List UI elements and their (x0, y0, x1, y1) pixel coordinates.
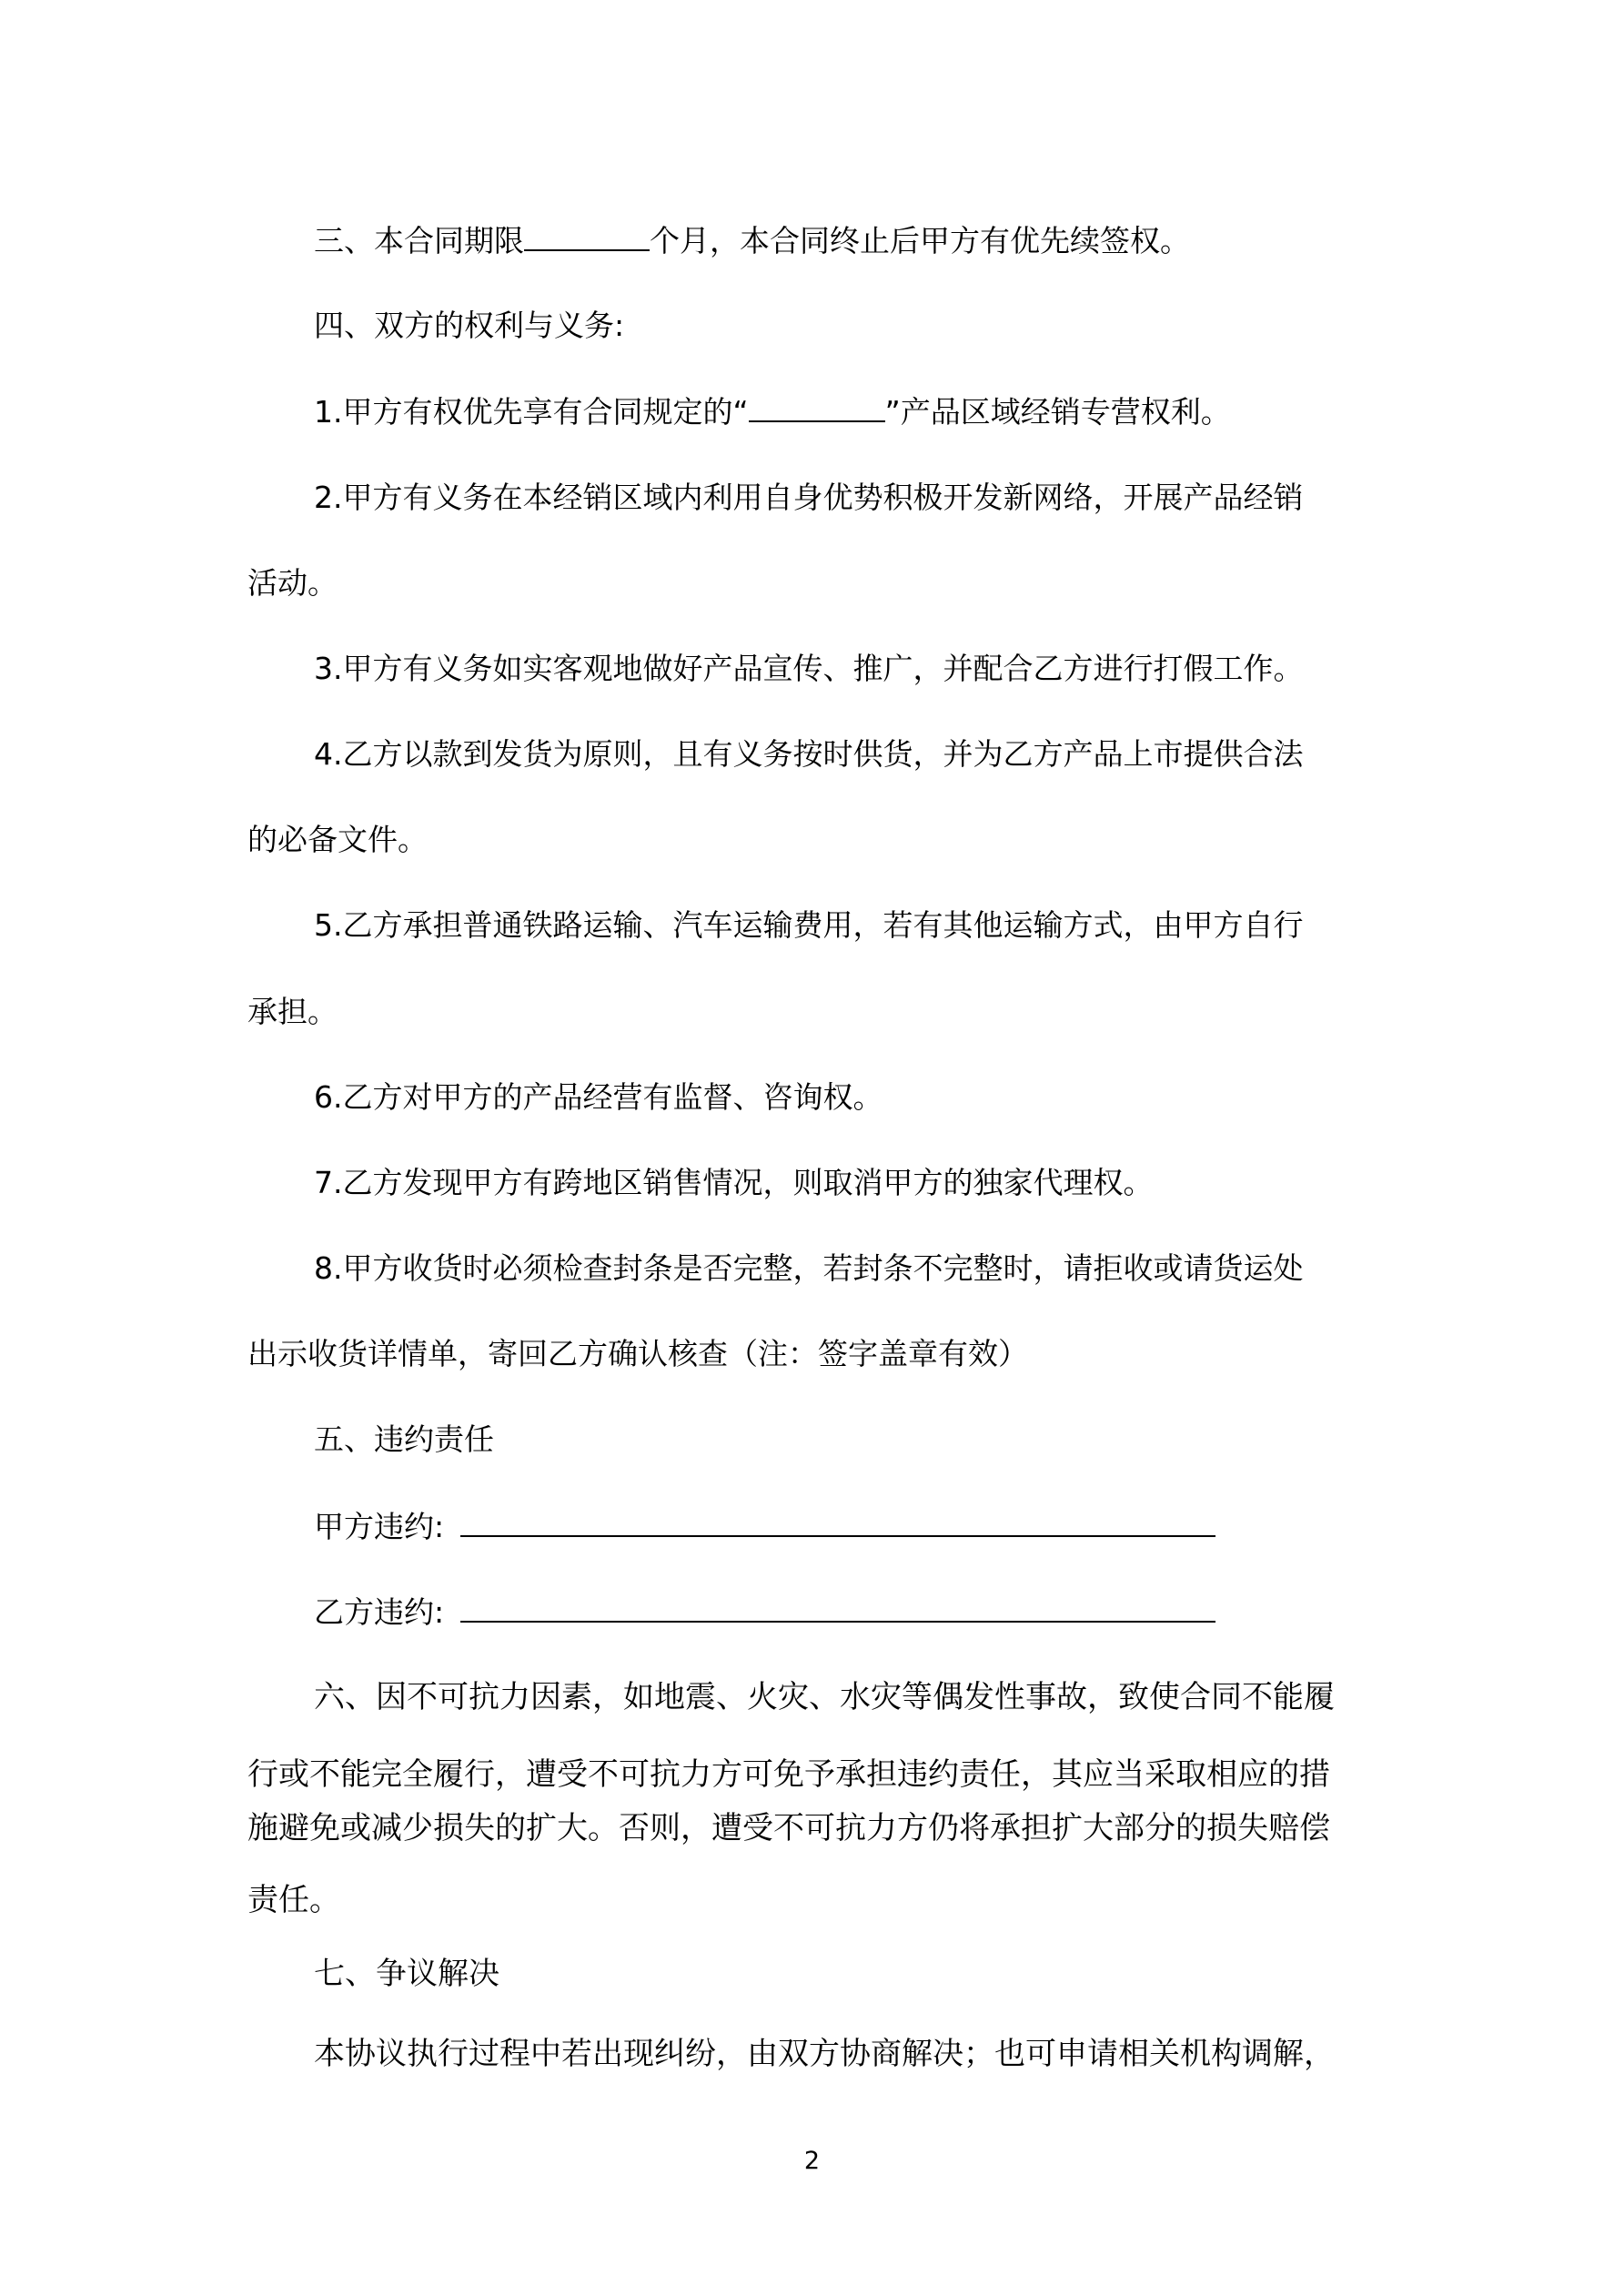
breach-party-b-label: 乙方违约: (314, 1594, 445, 1630)
dispute-text-line-1: 本协议执行过程中若出现纠纷，由双方协商解决；也可申请相关机构调解， (314, 2036, 1335, 2072)
item-1-text-before: 1.甲方有权优先享有合同规定的“ (314, 394, 749, 430)
clause-term-text-before: 三、本合同期限 (314, 223, 524, 258)
term-months-blank (524, 222, 650, 251)
section-rights-obligations-heading: 四、双方的权利与义务: (314, 308, 625, 343)
breach-party-a-label: 甲方违约: (314, 1509, 445, 1544)
item-4-line-1: 4.乙方以款到发货为原则，且有义务按时供货，并为乙方产品上市提供合法 (314, 736, 1304, 772)
item-1-text-after: ”产品区域经销专营权利。 (884, 394, 1231, 430)
item-2-line-1: 2.甲方有义务在本经销区域内利用自身优势积极开发新网络，开展产品经销 (314, 480, 1304, 515)
breach-party-a (314, 1508, 1215, 1545)
item-5-line-1: 5.乙方承担普通铁路运输、汽车运输费用，若有其他运输方式，由甲方自行 (314, 907, 1304, 943)
item-2-line-2: 活动。 (247, 565, 338, 601)
breach-party-a-blank (460, 1508, 1215, 1537)
item-8-line-2: 出示收货详情单，寄回乙方确认核查（注：签字盖章有效） (247, 1336, 1028, 1371)
breach-party-b-blank (460, 1593, 1215, 1623)
item-4-line-2: 的必备文件。 (247, 822, 428, 857)
force-majeure-line-2: 行或不能完全履行，遭受不可抗力方可免予承担违约责任，其应当采取相应的措 (247, 1756, 1330, 1793)
force-majeure-line-1: 六、因不可抗力因素，如地震、火灾、水灾等偶发性事故，致使合同不能履 (314, 1679, 1335, 1715)
clause-term-text-after: 个月，本合同终止后甲方有优先续签权。 (650, 223, 1190, 258)
item-3: 3.甲方有义务如实客观地做好产品宣传、推广，并配合乙方进行打假工作。 (314, 651, 1304, 686)
product-name-blank (749, 393, 885, 422)
clause-term (314, 222, 1190, 259)
item-6: 6.乙方对甲方的产品经营有监督、咨询权。 (314, 1079, 883, 1115)
item-5-line-2: 承担。 (247, 994, 338, 1029)
item-7: 7.乙方发现甲方有跨地区销售情况，则取消甲方的独家代理权。 (314, 1165, 1154, 1200)
section-dispute-heading: 七、争议解决 (314, 1956, 499, 1992)
force-majeure-line-4: 责任。 (247, 1882, 340, 1918)
force-majeure-line-3: 施避免或减少损失的扩大。否则，遭受不可抗力方仍将承担扩大部分的损失赔偿 (247, 1810, 1330, 1846)
breach-party-b (314, 1593, 1215, 1631)
page-number: 2 (803, 2147, 821, 2175)
section-breach-heading: 五、违约责任 (314, 1421, 494, 1457)
item-8-line-1: 8.甲方收货时必须检查封条是否完整，若封条不完整时，请拒收或请货运处 (314, 1250, 1304, 1286)
item-1 (314, 393, 1231, 430)
